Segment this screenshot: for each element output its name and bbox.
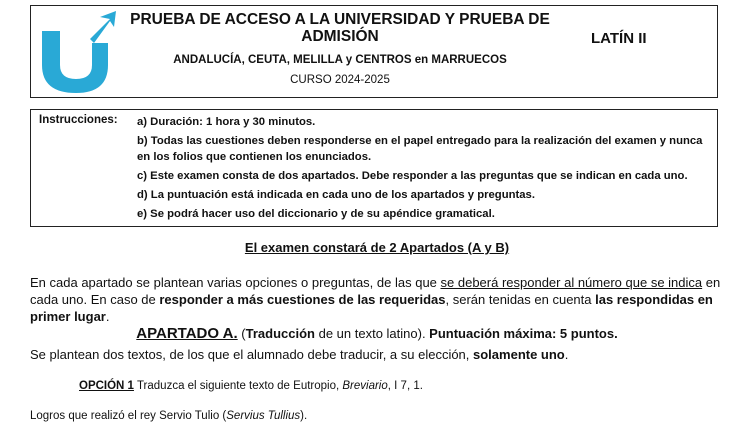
rules-bold: las respondidas en primer lugar [30, 292, 713, 324]
exam-subject: LATÍN II [591, 30, 647, 47]
instruction-item: d) La puntuación está indicada en cada uno de los apartados y preguntas. [137, 189, 535, 201]
apartado-a-name: APARTADO A. [136, 325, 238, 342]
rules-text: . [105, 309, 110, 324]
exam-title-line-2: ADMISIÓN [301, 28, 379, 45]
rules-text: En cada apartado se plantean varias opciones o preguntas, de las que [30, 275, 441, 290]
rules-text: , serán tenidas en cuenta [445, 292, 596, 307]
general-rules-paragraph [30, 274, 734, 325]
rules-text: en cada uno. En caso de [30, 275, 721, 307]
option-1-text: , I 7, 1. [387, 380, 423, 392]
rules-underlined: se deberá responder al número que se indica [440, 275, 703, 290]
instructions-label: Instrucciones: [39, 114, 118, 126]
instruction-item: e) Se podrá hacer uso del diccionario y de su apéndice gramatical. [137, 208, 495, 220]
exam-structure-title: El examen constará de 2 Apartados (A y B) [244, 240, 510, 255]
instruction-item: c) Este examen consta de dos apartados. Debe responder a las preguntas que se indican en cada uno. [137, 170, 688, 182]
instructions-list [137, 114, 707, 225]
option-1-text: Traduzca el siguiente texto de Eutropio, [133, 380, 343, 392]
text-intro-text: Logros que realizó el rey Servio Tulio ( [30, 410, 227, 422]
apartado-a-desc-bold: solamente uno [473, 347, 565, 362]
exam-title-line-1: PRUEBA DE ACCESO A LA UNIVERSIDAD Y PRUEBA DE [130, 11, 550, 28]
apartado-a-text: ( [237, 326, 246, 341]
text-intro-text: ). [300, 410, 308, 422]
rules-bold: responder a más cuestiones de las requeridas [159, 292, 446, 307]
exam-header [30, 5, 718, 98]
exam-course: CURSO 2024-2025 [290, 74, 390, 86]
apartado-a-score: Puntuación máxima: 5 puntos. [429, 326, 618, 341]
apartado-a-text: de un texto latino). [314, 326, 430, 341]
university-logo-icon [38, 9, 118, 95]
instruction-item: a) Duración: 1 hora y 30 minutos. [137, 116, 316, 128]
instruction-item: b) Todas las cuestiones deben responderse en el papel entregado para la realización del examen y nunca en los folios que contienen los enunciados. [137, 135, 703, 163]
text-intro-name: Servius Tullius [226, 410, 301, 422]
option-1 [79, 380, 423, 392]
instructions-box [30, 109, 718, 227]
option-1-work: Breviario [342, 380, 388, 392]
text-intro [30, 410, 307, 422]
option-1-label: OPCIÓN 1 [79, 380, 134, 392]
apartado-a-bold: Traducción [245, 326, 315, 341]
apartado-a-heading [0, 325, 754, 342]
apartado-a-desc-text: Se plantean dos textos, de los que el alumnado debe traducir, a su elección, [30, 347, 474, 362]
apartado-a-desc-text: . [564, 347, 569, 362]
exam-region: ANDALUCÍA, CEUTA, MELILLA y CENTROS en MARRUECOS [173, 54, 507, 66]
apartado-a-description [30, 347, 568, 362]
